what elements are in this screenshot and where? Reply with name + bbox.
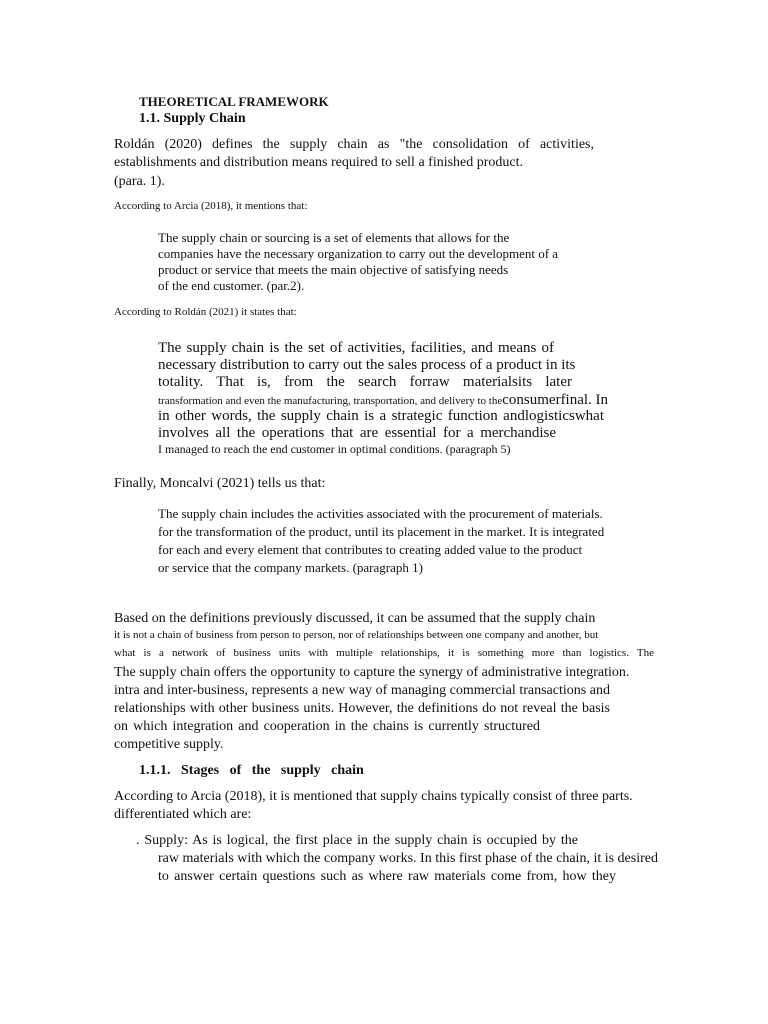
quote-line: The supply chain or sourcing is a set of elements that allows for the bbox=[158, 230, 510, 245]
quote-line: product or service that meets the main objective of satisfying needs bbox=[158, 262, 509, 277]
quote-line: necessary distribution to carry out the sales process of a product in its bbox=[158, 357, 576, 373]
intro-line: Roldán (2020) defines the supply chain as "the consolidation of activities, bbox=[114, 137, 594, 152]
quote-line: in other words, the supply chain is a strategic function andlogisticswhat bbox=[158, 408, 604, 424]
roldan-lead: According to Roldán (2021) it states that: bbox=[114, 306, 297, 318]
stages-intro-line: differentiated which are: bbox=[114, 807, 252, 822]
body-line: on which integration and cooperation in the chains is currently structured bbox=[114, 719, 540, 734]
list-item-supply: . Supply: As is logical, the first place in the supply chain is occupied by the bbox=[136, 833, 578, 848]
list-item-supply-cont: to answer certain questions such as where raw materials come from, how they bbox=[158, 869, 616, 884]
quote-line: totality. That is, from the search forraw materialsits later bbox=[158, 374, 572, 390]
body-line: competitive supply. bbox=[114, 737, 224, 752]
intro-line: (para. 1). bbox=[114, 174, 165, 189]
quote-line: of the end customer. (par.2). bbox=[158, 278, 305, 293]
subsection-title: 1.1.1. Stages of the supply chain bbox=[139, 763, 364, 778]
body-line: what is a network of business units with multiple relationships, it is something more than logistics. The bbox=[114, 647, 654, 659]
quote-line: for each and every element that contributes to creating added value to the product bbox=[158, 542, 583, 557]
quote-line: The supply chain includes the activities associated with the procurement of materials. bbox=[158, 506, 603, 521]
moncalvi-lead: Finally, Moncalvi (2021) tells us that: bbox=[114, 476, 326, 491]
list-item-supply-cont: raw materials with which the company works. In this first phase of the chain, it is desired bbox=[158, 851, 658, 866]
section-title: 1.1. Supply Chain bbox=[139, 111, 246, 126]
body-line: The supply chain offers the opportunity to capture the synergy of administrative integration. bbox=[114, 665, 630, 680]
quote-line: I managed to reach the end customer in optimal conditions. (paragraph 5) bbox=[158, 442, 511, 456]
body-line: intra and inter-business, represents a new way of managing commercial transactions and bbox=[114, 683, 610, 698]
body-line: Based on the definitions previously discussed, it can be assumed that the supply chain bbox=[114, 611, 596, 626]
quote-large-text: consumerfinal. In bbox=[502, 392, 609, 408]
body-line: it is not a chain of business from person to person, nor of relationships between one company and another, but bbox=[114, 629, 599, 641]
quote-line: companies have the necessary organization to carry out the development of a bbox=[158, 246, 559, 261]
intro-line: establishments and distribution means required to sell a finished product. bbox=[114, 155, 524, 170]
body-line: relationships with other business units. However, the definitions do not reveal the basis bbox=[114, 701, 610, 716]
page-heading: THEORETICAL FRAMEWORK bbox=[139, 94, 329, 109]
quote-small-text: transformation and even the manufacturing, transportation, and delivery to the bbox=[158, 395, 503, 407]
quote-line-mixed bbox=[158, 392, 608, 408]
quote-line: for the transformation of the product, until its placement in the market. It is integrated bbox=[158, 524, 605, 539]
quote-line: The supply chain is the set of activities, facilities, and means of bbox=[158, 340, 554, 356]
quote-line: or service that the company markets. (paragraph 1) bbox=[158, 560, 423, 575]
arcia-lead: According to Arcia (2018), it mentions that: bbox=[114, 200, 308, 212]
quote-line: involves all the operations that are essential for a merchandise bbox=[158, 425, 556, 441]
stages-intro-line: According to Arcia (2018), it is mentioned that supply chains typically consist of three parts. bbox=[114, 789, 633, 804]
